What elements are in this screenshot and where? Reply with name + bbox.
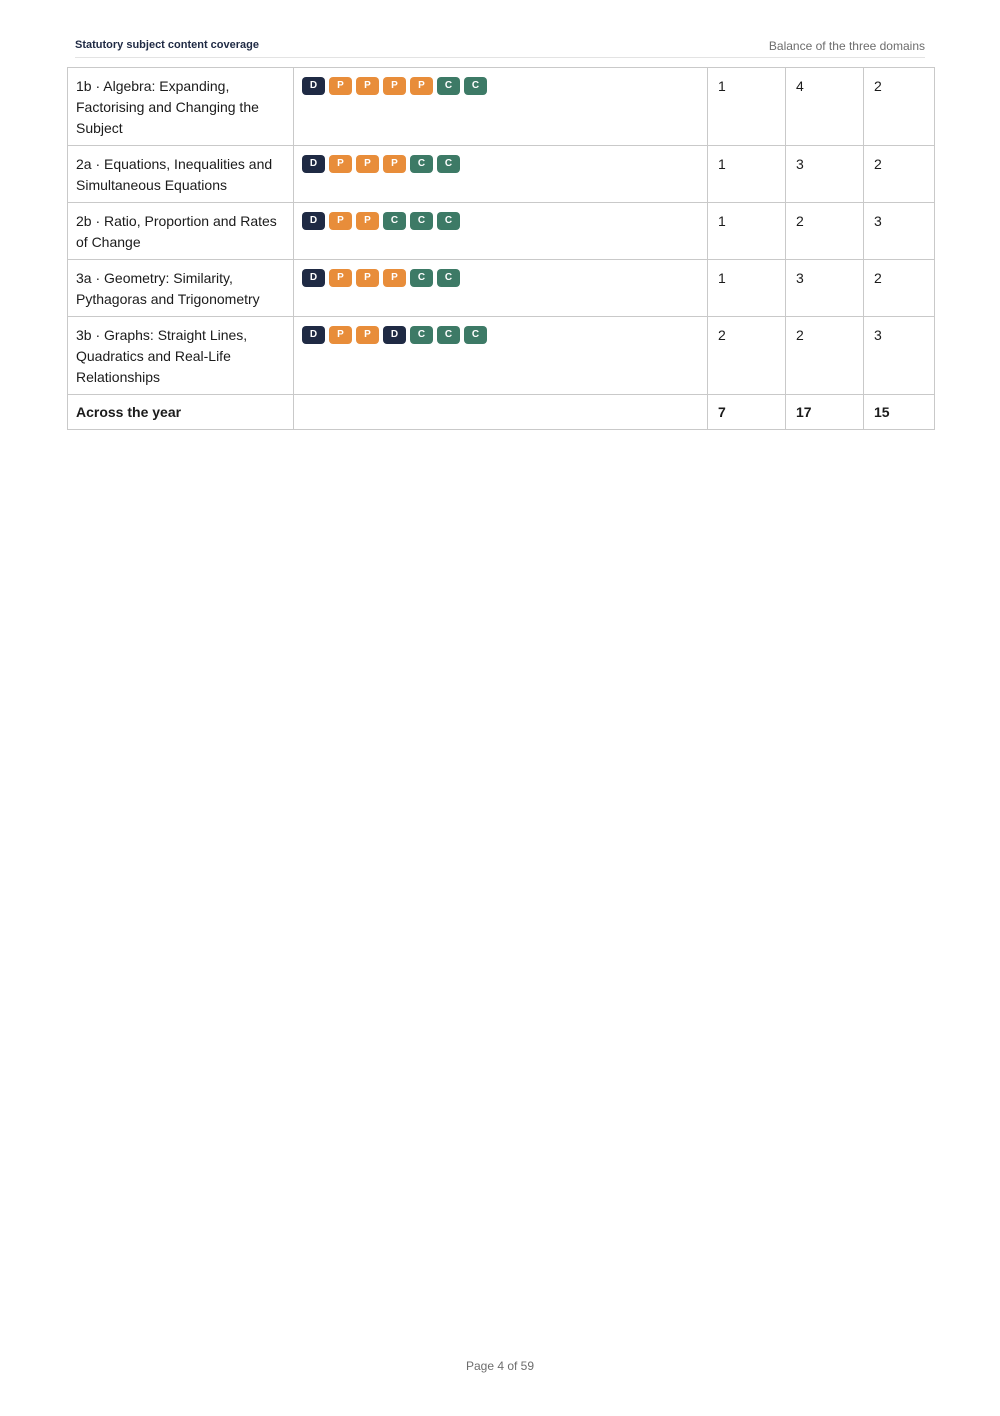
domain-chip-c: C <box>437 77 460 95</box>
domain-chip-c: C <box>464 77 487 95</box>
domain-chip-c: C <box>410 326 433 344</box>
count-cell-2: 2 <box>786 317 864 395</box>
unit-name: 3b · Graphs: Straight Lines, Quadratics and Real-Life Relationships <box>68 317 294 395</box>
domain-chips-cell <box>294 260 708 317</box>
unit-name: 3a · Geometry: Similarity, Pythagoras and Trigonometry <box>68 260 294 317</box>
domain-chip-p: P <box>329 212 352 230</box>
domain-chip-c: C <box>383 212 406 230</box>
domain-chip-c: C <box>464 326 487 344</box>
count-cell-3: 3 <box>864 203 935 260</box>
count-cell-2: 3 <box>786 146 864 203</box>
count-cell-1: 1 <box>708 68 786 146</box>
domain-chip-p: P <box>410 77 433 95</box>
total-row <box>68 395 935 430</box>
domain-chip-p: P <box>356 269 379 287</box>
domain-chips-cell <box>294 146 708 203</box>
total-count-1: 7 <box>708 395 786 430</box>
domain-chip-c: C <box>437 155 460 173</box>
domain-chip-c: C <box>437 212 460 230</box>
domain-chip-d: D <box>302 77 325 95</box>
table-row <box>68 260 935 317</box>
table-row <box>68 203 935 260</box>
domain-chip-d: D <box>302 212 325 230</box>
document-subtitle: Balance of the three domains <box>768 39 925 53</box>
count-cell-3: 2 <box>864 146 935 203</box>
domain-chips <box>302 154 699 173</box>
domain-chips-cell <box>294 317 708 395</box>
unit-name: 2a · Equations, Inequalities and Simultaneous Equations <box>68 146 294 203</box>
domain-chip-c: C <box>437 326 460 344</box>
count-cell-3: 2 <box>864 68 935 146</box>
domain-chip-p: P <box>383 77 406 95</box>
domain-chips <box>302 76 699 95</box>
domain-chip-p: P <box>329 269 352 287</box>
count-cell-2: 4 <box>786 68 864 146</box>
domain-chip-p: P <box>383 155 406 173</box>
domain-chips <box>302 211 699 230</box>
count-cell-3: 3 <box>864 317 935 395</box>
domain-chip-p: P <box>356 155 379 173</box>
domain-chip-p: P <box>356 326 379 344</box>
count-cell-2: 2 <box>786 203 864 260</box>
total-count-3: 15 <box>864 395 935 430</box>
domain-chip-p: P <box>329 155 352 173</box>
domain-chips-cell <box>294 68 708 146</box>
domain-chip-d: D <box>383 326 406 344</box>
document-section-title: Statutory subject content coverage <box>75 39 259 51</box>
count-cell-1: 1 <box>708 203 786 260</box>
total-count-2: 17 <box>786 395 864 430</box>
unit-name: 1b · Algebra: Expanding, Factorising and Changing the Subject <box>68 68 294 146</box>
domain-chip-p: P <box>383 269 406 287</box>
domain-chip-p: P <box>356 77 379 95</box>
count-cell-3: 2 <box>864 260 935 317</box>
domain-chip-c: C <box>410 212 433 230</box>
domain-chip-d: D <box>302 155 325 173</box>
count-cell-1: 2 <box>708 317 786 395</box>
domain-chip-c: C <box>410 269 433 287</box>
domain-chips <box>302 325 699 344</box>
domain-balance-table <box>67 67 935 430</box>
count-cell-1: 1 <box>708 146 786 203</box>
page-header <box>75 37 925 58</box>
domain-chip-p: P <box>329 326 352 344</box>
table-row <box>68 146 935 203</box>
count-cell-2: 3 <box>786 260 864 317</box>
domain-chip-p: P <box>356 212 379 230</box>
table-row <box>68 317 935 395</box>
empty-cell <box>294 395 708 430</box>
domain-chip-p: P <box>329 77 352 95</box>
domain-chip-c: C <box>410 155 433 173</box>
unit-name: 2b · Ratio, Proportion and Rates of Change <box>68 203 294 260</box>
count-cell-1: 1 <box>708 260 786 317</box>
domain-chips-cell <box>294 203 708 260</box>
domain-chips <box>302 268 699 287</box>
table-row <box>68 68 935 146</box>
domain-chip-d: D <box>302 269 325 287</box>
page-number: Page 4 of 59 <box>465 1359 535 1373</box>
domain-chip-d: D <box>302 326 325 344</box>
total-label: Across the year <box>68 395 294 430</box>
domain-chip-c: C <box>437 269 460 287</box>
